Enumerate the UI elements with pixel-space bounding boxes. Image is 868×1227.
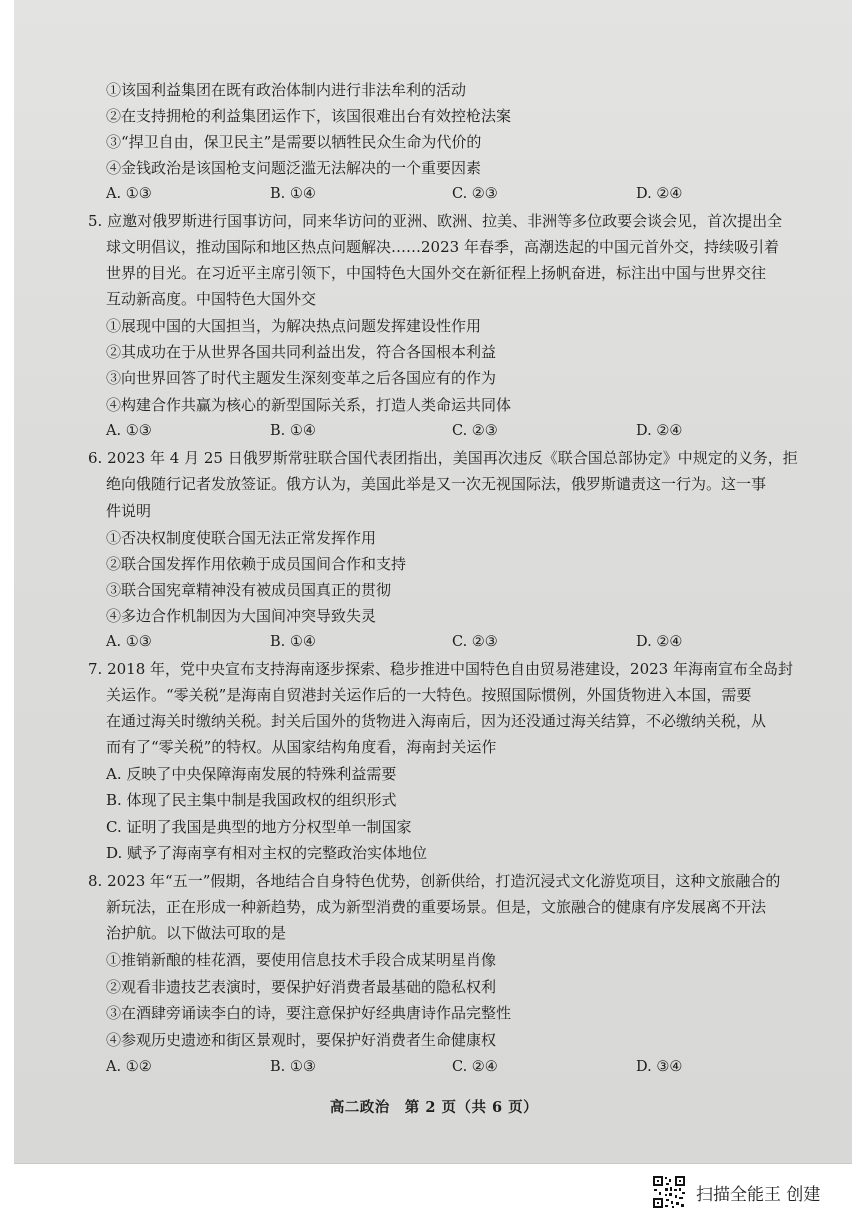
option-b: B. ①④ bbox=[270, 634, 316, 650]
option-a: A. ①③ bbox=[106, 423, 152, 439]
option-c: C. ②③ bbox=[452, 634, 498, 650]
q4-item-3: ③“捍卫自由，保卫民主”是需要以牺牲民众生命为代价的 bbox=[106, 133, 482, 151]
q4-item-4: ④金钱政治是该国枪支问题泛滥无法解决的一个重要因素 bbox=[106, 159, 482, 177]
q5-item-1: ①展现中国的大国担当，为解决热点问题发挥建设性作用 bbox=[106, 317, 482, 335]
q4-item-2: ②在支持拥枪的利益集团运作下，该国很难出台有效控枪法案 bbox=[106, 107, 512, 125]
q6-item-4: ④多边合作机制因为大国间冲突导致失灵 bbox=[106, 607, 377, 625]
q7-stem-4: 而有了“零关税”的特权。从国家结构角度看，海南封关运作 bbox=[106, 738, 497, 756]
q8-item-1: ①推销新酿的桂花酒，要使用信息技术手段合成某明星肖像 bbox=[106, 951, 497, 969]
exam-page bbox=[14, 0, 852, 1164]
q8-stem-1: 8. 2023 年“五一”假期，各地结合自身特色优势，创新供给，打造沉浸式文化游览项目，这种文旅融合的 bbox=[88, 872, 781, 890]
q7-stem-1: 7. 2018 年，党中央宣布支持海南逐步探索、稳步推进中国特色自由贸易港建设，2023 年海南宣布全岛封 bbox=[88, 660, 793, 678]
option-c: C. ②③ bbox=[452, 423, 498, 439]
option-c: C. ②③ bbox=[452, 186, 498, 202]
option-d: D. ②④ bbox=[636, 423, 683, 439]
brand-text: 扫描全能王 创建 bbox=[696, 1184, 821, 1205]
q6-stem-2: 绝向俄随行记者发放签证。俄方认为，美国此举是又一次无视国际法，俄罗斯谴责这一行为。这一事 bbox=[106, 475, 767, 493]
option-b: B. ①④ bbox=[270, 186, 316, 202]
q6-stem-3: 件说明 bbox=[106, 502, 152, 520]
q6-stem-1: 6. 2023 年 4 月 25 日俄罗斯常驻联合国代表团指出，美国再次违反《联合国总部协定》中规定的义务，拒 bbox=[88, 449, 798, 467]
q8-item-3: ③在酒肆旁诵读李白的诗，要注意保护好经典唐诗作品完整性 bbox=[106, 1004, 512, 1022]
scanner-watermark bbox=[652, 1174, 820, 1210]
q6-item-1: ①否决权制度使联合国无法正常发挥作用 bbox=[106, 529, 377, 547]
q7-stem-2: 关运作。“零关税”是海南自贸港封关运作后的一大特色。按照国际惯例，外国货物进入本国，需要 bbox=[106, 686, 752, 704]
q4-item-1: ①该国利益集团在既有政治体制内进行非法牟利的活动 bbox=[106, 81, 467, 99]
option-d: D. ②④ bbox=[636, 186, 683, 202]
q7-stem-3: 在通过海关时缴纳关税。封关后国外的货物进入海南后，因为还没通过海关结算，不必缴纳关税，从 bbox=[106, 712, 767, 730]
q5-options bbox=[106, 421, 806, 441]
q5-stem-2: 球文明倡议，推动国际和地区热点问题解决……2023 年春季，高潮迭起的中国元首外交，持续吸引着 bbox=[106, 238, 779, 256]
page-footer: 高二政治 第 2 页（共 6 页） bbox=[329, 1099, 539, 1116]
q6-options bbox=[106, 632, 806, 652]
q5-stem-3: 世界的目光。在习近平主席引领下，中国特色大国外交在新征程上扬帆奋进，标注出中国与世界交往 bbox=[106, 264, 767, 282]
q7-option-d: D. 赋予了海南享有相对主权的完整政治实体地位 bbox=[106, 844, 428, 862]
q6-item-3: ③联合国宪章精神没有被成员国真正的贯彻 bbox=[106, 581, 392, 599]
q8-stem-2: 新玩法，正在形成一种新趋势，成为新型消费的重要场景。但是，文旅融合的健康有序发展离不开法 bbox=[106, 898, 767, 916]
q5-item-4: ④构建合作共赢为核心的新型国际关系，打造人类命运共同体 bbox=[106, 396, 512, 414]
q6-item-2: ②联合国发挥作用依赖于成员国间合作和支持 bbox=[106, 555, 407, 573]
q7-option-a: A. 反映了中央保障海南发展的特殊利益需要 bbox=[106, 765, 397, 783]
option-a: A. ①③ bbox=[106, 186, 152, 202]
q8-stem-3: 治护航。以下做法可取的是 bbox=[106, 924, 287, 942]
q8-item-4: ④参观历史遗迹和街区景观时，要保护好消费者生命健康权 bbox=[106, 1031, 497, 1049]
q5-stem-4: 互动新高度。中国特色大国外交 bbox=[106, 290, 317, 308]
option-c: C. ②④ bbox=[452, 1059, 498, 1075]
q8-options bbox=[106, 1057, 806, 1077]
q8-item-2: ②观看非遗技艺表演时，要保护好消费者最基础的隐私权利 bbox=[106, 978, 497, 996]
qr-code-icon bbox=[652, 1175, 686, 1209]
q4-options bbox=[106, 184, 806, 204]
q7-option-b: B. 体现了民主集中制是我国政权的组织形式 bbox=[106, 791, 397, 809]
q5-item-2: ②其成功在于从世界各国共同利益出发，符合各国根本利益 bbox=[106, 343, 497, 361]
option-b: B. ①④ bbox=[270, 423, 316, 439]
q7-option-c: C. 证明了我国是典型的地方分权型单一制国家 bbox=[106, 818, 412, 836]
option-d: D. ②④ bbox=[636, 634, 683, 650]
q5-item-3: ③向世界回答了时代主题发生深刻变革之后各国应有的作为 bbox=[106, 369, 497, 387]
option-a: A. ①② bbox=[106, 1059, 152, 1075]
option-a: A. ①③ bbox=[106, 634, 152, 650]
option-b: B. ①③ bbox=[270, 1059, 316, 1075]
option-d: D. ③④ bbox=[636, 1059, 683, 1075]
q5-stem-1: 5. 应邀对俄罗斯进行国事访问，同来华访问的亚洲、欧洲、拉美、非洲等多位政要会谈会见，首次提出全 bbox=[88, 212, 783, 230]
